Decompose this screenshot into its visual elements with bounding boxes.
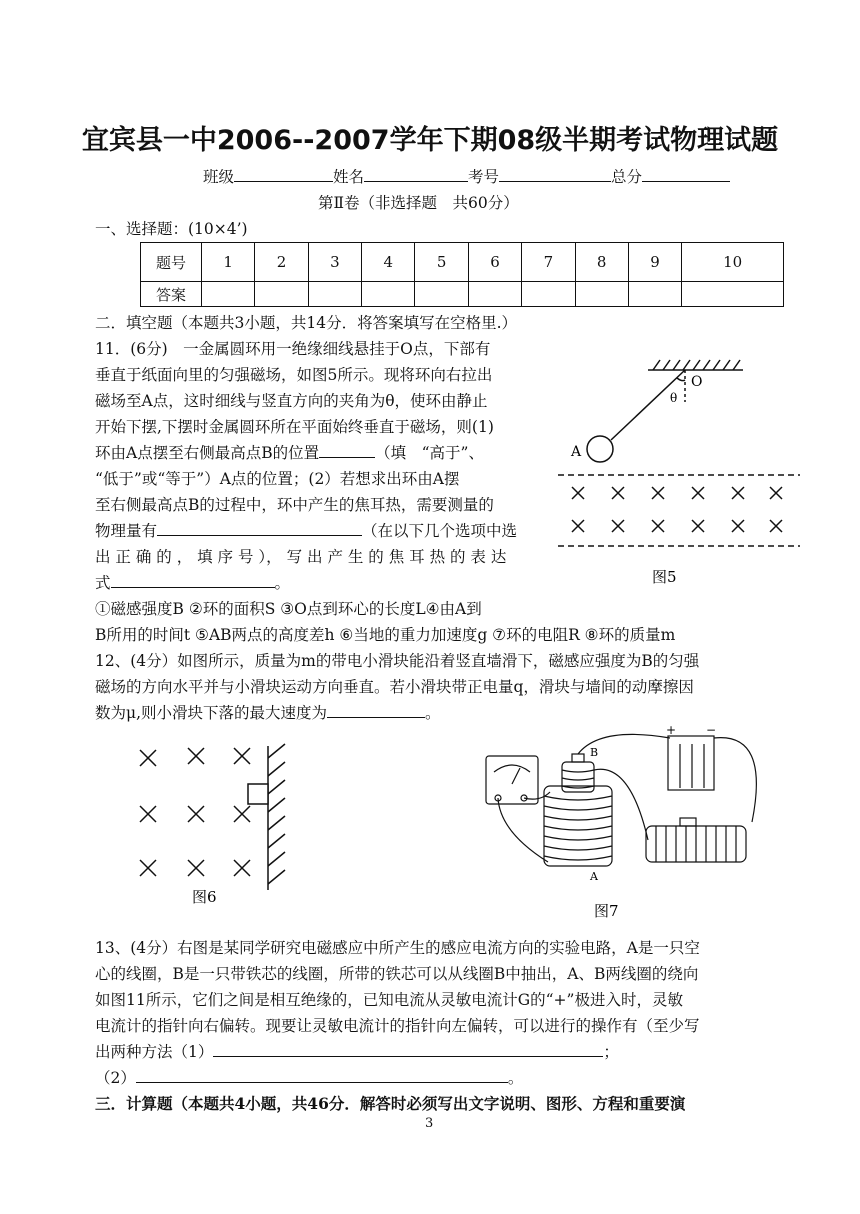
battery-plus-label: +: [666, 723, 677, 737]
question-number: 7: [522, 243, 575, 282]
galvanometer-needle: [512, 768, 520, 784]
answer-cell[interactable]: [255, 282, 308, 307]
q13-line1: 13、(4分）右图是某同学研究电磁感应中所产生的感应电流方向的实验电路，A是一只空: [95, 939, 700, 957]
figure-7-caption: 图7: [594, 902, 619, 920]
q13-line5: [95, 1039, 619, 1065]
class-label: 班级: [203, 168, 235, 186]
q11-line2: 垂直于纸面向里的匀强磁场，如图5所示。现将环向右拉出: [95, 366, 493, 384]
exam-no-label: 考号: [468, 168, 500, 186]
battery: [668, 736, 714, 790]
question-number: 10: [682, 243, 784, 282]
q11-line8-text: 物理量有: [95, 522, 158, 540]
q11-options-2: B所用的时间t ⑤AB两点的高度差h ⑥当地的重力加速度g ⑦环的电阻R ⑧环的质量m: [95, 626, 676, 644]
q12-line1: 12、(4分）如图所示，质量为m的带电小滑块能沿着竖直墙滑下，磁感应强度为B的匀强: [95, 652, 700, 670]
metal-ring: [587, 436, 613, 462]
q13-blank-2[interactable]: [136, 1066, 508, 1083]
galvanometer-scale: [494, 765, 530, 772]
string-line: [611, 370, 685, 440]
galvanometer: [486, 756, 538, 804]
section2-heading: 二．填空题（本题共3小题，共14分．将答案填写在空格里.）: [95, 314, 518, 332]
answer-cell[interactable]: [415, 282, 468, 307]
name-blank[interactable]: [364, 165, 468, 182]
answer-cell[interactable]: [202, 282, 255, 307]
question-number: 6: [468, 243, 521, 282]
volume-heading: 第Ⅱ卷（非选择题 共60分）: [318, 194, 519, 212]
q12-line3-text: 数为μ,则小滑块下落的最大速度为: [95, 704, 328, 722]
answer-cell[interactable]: [362, 282, 415, 307]
name-label: 姓名: [333, 168, 365, 186]
answer-cell[interactable]: [522, 282, 575, 307]
q11-blank-1[interactable]: [319, 441, 375, 458]
figure-5-caption: 图5: [652, 568, 677, 586]
q11-line9: 出 正 确 的 ， 填 序 号 ）， 写 出 产 生 的 焦 耳 热 的 表 达: [95, 548, 507, 566]
q13-line6-text: （2）: [95, 1069, 136, 1087]
point-o-label: O: [691, 374, 703, 390]
q13-line2: 心的线圈，B是一只带铁芯的线圈，所带的铁芯可以从线圈B中抽出，A、B两线圈的绕向: [95, 965, 699, 983]
question-number: 9: [628, 243, 681, 282]
answer-cell[interactable]: [308, 282, 361, 307]
q13-line3: 如图11所示，它们之间是相互绝缘的，已知电流从灵敏电流计G的“+”极进入时，灵敏: [95, 991, 683, 1009]
total-blank[interactable]: [642, 165, 730, 182]
header-fields: [203, 164, 730, 190]
question-number: 4: [362, 243, 415, 282]
sliding-block: [248, 784, 268, 804]
q12-blank[interactable]: [327, 701, 425, 718]
section1-heading: 一、选择题：(10×4’): [95, 220, 248, 238]
answer-cell[interactable]: [628, 282, 681, 307]
magnetic-field-crosses: [572, 487, 782, 532]
point-a-label: A: [571, 444, 582, 460]
q13-line5-tail: ；: [603, 1043, 619, 1061]
answer-cell[interactable]: [575, 282, 628, 307]
answer-table-answer-row: [141, 282, 784, 307]
answer-table: [140, 242, 784, 307]
q11-options-1: ①磁感强度B ②环的面积S ③O点到环心的长度L④由A到: [95, 600, 482, 618]
q11-line8-tail: （在以下几个选项中选: [362, 522, 518, 540]
q11-line3: 磁场至A点，这时细线与竖直方向的夹角为θ，使环由静止: [95, 392, 488, 410]
q11-line10: [95, 570, 290, 596]
wire-5: [594, 769, 648, 840]
answer-table-number-row: [141, 243, 784, 282]
coil-b-label: B: [590, 746, 599, 759]
figure-6-caption: 图6: [192, 888, 217, 906]
q11-line4: 开始下摆,下摆时金属圆环所在平面始终垂直于磁场，则(1): [95, 418, 494, 436]
q13-line4: 电流计的指针向右偏转。现要让灵敏电流计的指针向左偏转，可以进行的操作有（至少写: [95, 1017, 700, 1035]
coil-a-windings: [544, 796, 612, 860]
q12-line3-tail: 。: [425, 704, 441, 722]
q11-line5-text: 环由A点摆至右侧最高点B的位置: [95, 444, 320, 462]
q11-blank-2[interactable]: [157, 519, 362, 536]
total-label: 总分: [611, 168, 643, 186]
exam-title: 宜宾县一中2006--2007学年下期08级半期考试物理试题: [81, 125, 779, 156]
theta-arc: [677, 378, 685, 381]
q11-line5: [95, 440, 484, 466]
q13-line6-tail: 。: [507, 1069, 524, 1087]
figure-5: [558, 350, 808, 590]
answer-cell[interactable]: [682, 282, 784, 307]
rheostat-slider: [680, 818, 696, 826]
battery-minus-label: −: [706, 723, 717, 737]
q11-line6: “低于”或“等于”）A点的位置；(2）若想求出环由A摆: [95, 470, 460, 488]
figure-6: [130, 738, 300, 910]
answer-row-label: 答案: [141, 282, 202, 307]
theta-label: θ: [670, 391, 678, 405]
q11-line8: [95, 518, 517, 544]
q11-line7: 至右侧最高点B的过程中，环中产生的焦耳热，需要测量的: [95, 496, 494, 514]
q13-line5-text: 出两种方法（1）: [95, 1043, 214, 1061]
wire-2: [524, 792, 550, 799]
question-number: 2: [255, 243, 308, 282]
question-number: 8: [575, 243, 628, 282]
exam-no-blank[interactable]: [499, 165, 611, 182]
q12-line3: [95, 700, 441, 726]
q11-blank-3[interactable]: [111, 571, 275, 588]
q13-blank-1[interactable]: [213, 1040, 603, 1057]
section3-heading: 三．计算题（本题共4小题，共46分．解答时必须写出文字说明、图形、方程和重要演: [95, 1094, 686, 1113]
question-number: 3: [308, 243, 361, 282]
q13-line6: [95, 1065, 523, 1091]
iron-core: [572, 754, 584, 762]
q11-line5-tail: （填 “高于”、: [375, 444, 484, 462]
q11-line10-text: 式: [95, 574, 111, 592]
answer-cell[interactable]: [468, 282, 521, 307]
class-blank[interactable]: [234, 165, 333, 182]
q11-line10-tail: 。: [274, 574, 291, 592]
question-number: 5: [415, 243, 468, 282]
coil-a-label: A: [590, 870, 598, 883]
wire-4: [714, 738, 756, 822]
q12-line2: 磁场的方向水平并与小滑块运动方向垂直。若小滑块带正电量q，滑块与墙间的动摩擦因: [95, 678, 694, 696]
figure-7: [480, 722, 780, 922]
wire-1: [498, 798, 548, 862]
page-number: 3: [425, 1116, 434, 1131]
number-row-label: 题号: [141, 243, 202, 282]
q11-line1: 11．(6分) 一金属圆环用一绝缘细线悬挂于O点，下部有: [95, 340, 491, 358]
field-crosses-fig6: [140, 748, 250, 876]
question-number: 1: [202, 243, 255, 282]
